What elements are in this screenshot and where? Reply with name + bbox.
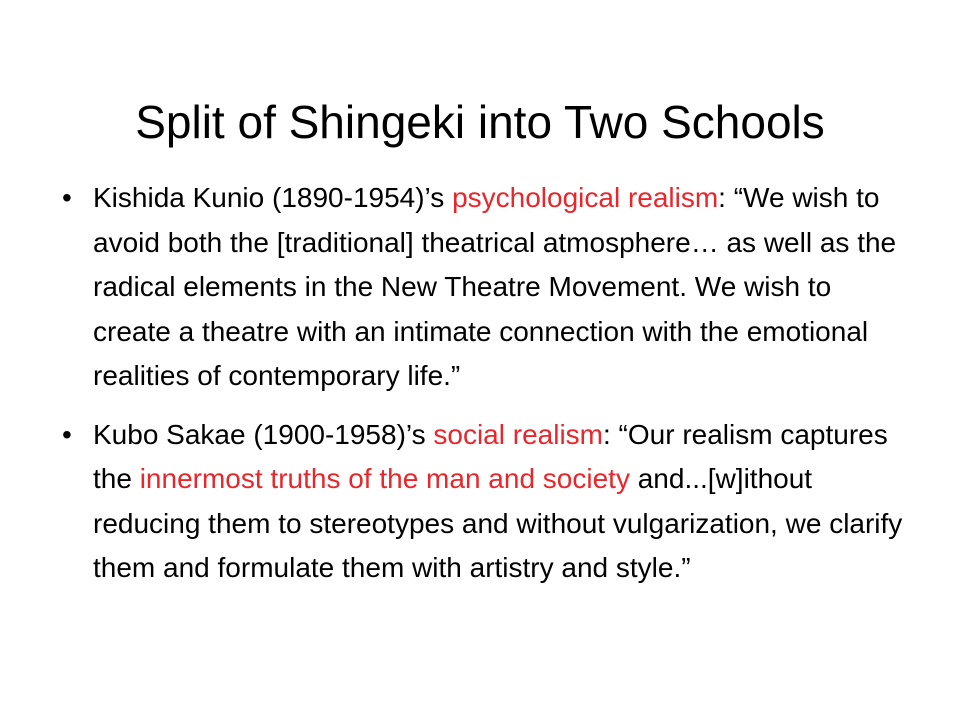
bullet-text-segment: : “Our realism captures the: [93, 418, 888, 494]
bullet-text-segment: and...[w]ithout reducing them to stereotypes and without vulgarization, we clarify them and formulate them with artistry and style.”: [93, 463, 903, 583]
bullet-list: [56, 176, 906, 605]
bullet-icon: •: [62, 182, 72, 213]
bullet-kubo: [56, 413, 906, 591]
highlighted-term: social realism: [433, 418, 603, 450]
highlighted-term: innermost truths of the man and society: [139, 463, 630, 494]
bullet-icon: •: [62, 418, 72, 450]
bullet-text-segment: : “We wish to avoid both the [traditional] theatrical atmosphere… as well as the radical elements in the New Theatre Movement. We wish to create a theatre with an intimate connection with the emotional realities of contemporary life.”: [93, 182, 897, 391]
highlighted-term: psychological realism: [452, 182, 719, 213]
slide-title: Split of Shingeki into Two Schools: [135, 96, 825, 148]
bullet-text-segment: Kishida Kunio (1890-1954)’s: [93, 182, 453, 213]
bullet-kishida: [56, 176, 906, 399]
bullet-text-segment: Kubo Sakae (1900-1958)’s: [93, 418, 434, 450]
